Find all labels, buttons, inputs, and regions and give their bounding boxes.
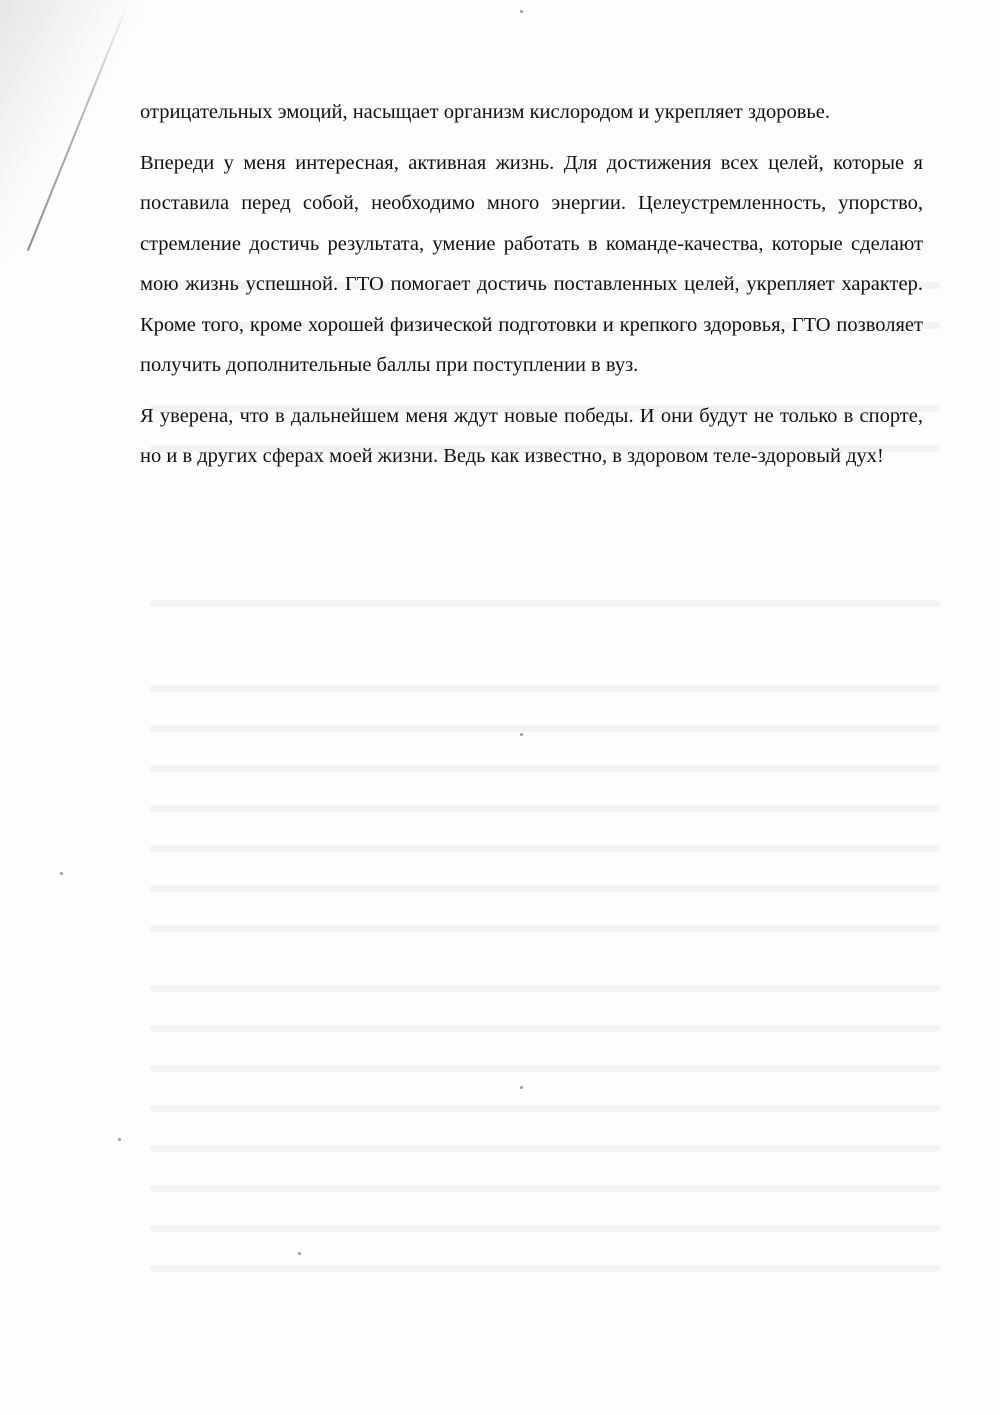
paragraph: Я уверена, что в дальнейшем меня ждут новые победы. И они будут не только в спорте, но и в других сферах моей жизни. Ведь как известно, в здоровом теле-здоровый дух! xyxy=(140,404,923,467)
document-body xyxy=(140,92,923,487)
paragraph: отрицательных эмоций, насыщает организм кислородом и укрепляет здоровье. xyxy=(140,101,831,123)
bleed-through-line xyxy=(150,1065,940,1072)
bleed-through-line xyxy=(150,1025,940,1032)
scan-speck xyxy=(520,733,523,736)
bleed-through-line xyxy=(150,685,940,692)
bleed-through-line xyxy=(150,985,940,992)
scan-fold-shadow xyxy=(0,0,140,260)
bleed-through-line xyxy=(150,805,940,812)
bleed-through-line xyxy=(150,1225,940,1232)
bleed-through-line xyxy=(150,925,940,932)
bleed-through-line xyxy=(150,845,940,852)
bleed-through-line xyxy=(150,765,940,772)
bleed-through-line xyxy=(150,725,940,732)
scan-speck xyxy=(60,872,63,875)
scan-speck xyxy=(118,1138,121,1141)
scan-speck xyxy=(520,10,523,13)
bleed-through-line xyxy=(150,600,940,607)
bleed-through-line xyxy=(150,1145,940,1152)
bleed-through-line xyxy=(150,885,940,892)
bleed-through-line xyxy=(150,1185,940,1192)
bleed-through-line xyxy=(150,1265,940,1272)
scan-speck xyxy=(520,1086,523,1089)
scan-speck xyxy=(298,1252,301,1255)
paragraph: Впереди у меня интересная, активная жизнь. Для достижения всех целей, которые я поставила перед собой, необходимо много энергии. Целеустремленность, упорство, стремление достичь результата, умение работать в команде-качества, которые сделают мою жизнь успешной. ГТО помогает достичь поставленных целей, укрепляет характер. Кроме того, кроме хорошей физической подготовки и крепкого здоровья, ГТО позволяет получить дополнительные баллы при поступлении в вуз. xyxy=(140,151,923,376)
bleed-through-line xyxy=(150,1105,940,1112)
